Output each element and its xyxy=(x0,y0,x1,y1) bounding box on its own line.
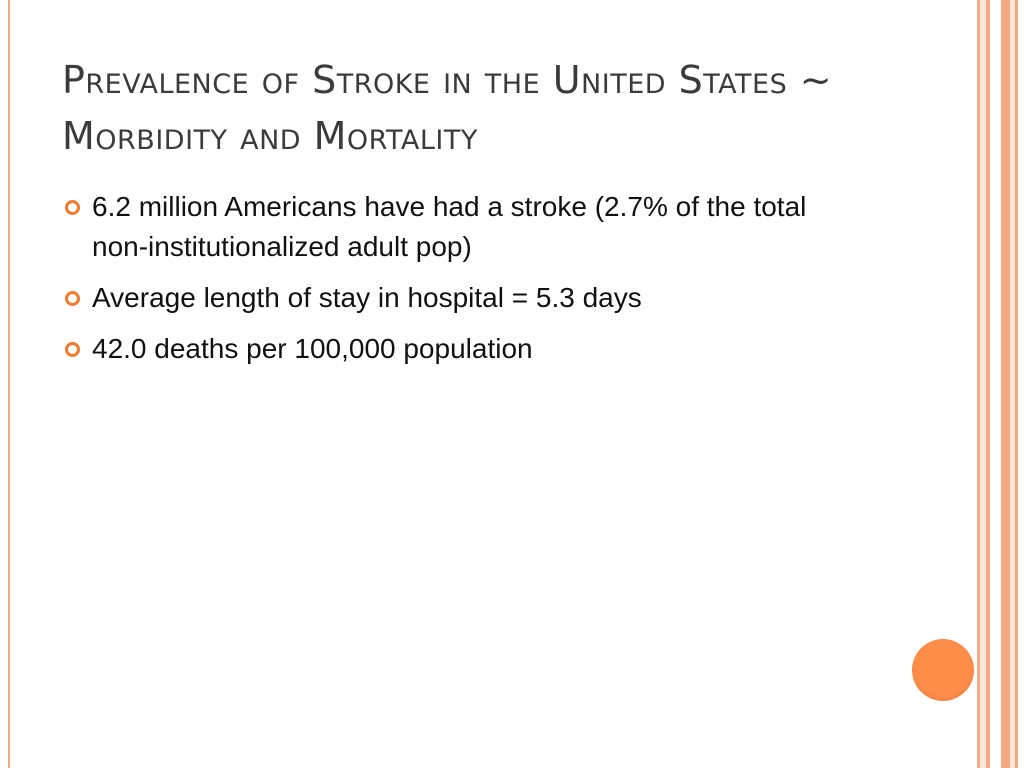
right-stripe xyxy=(977,0,980,768)
ring-bullet-icon xyxy=(65,200,80,215)
bullet-text: 42.0 deaths per 100,000 population xyxy=(92,333,533,364)
bullet-item xyxy=(62,187,852,267)
bullet-item xyxy=(62,278,852,318)
right-gap xyxy=(990,0,1001,768)
orange-circle-accent xyxy=(912,639,974,701)
bullet-text: Average length of stay in hospital = 5.3 days xyxy=(92,282,642,313)
slide-title: Prevalence of Stroke in the United States ~ Morbidity and Mortality xyxy=(62,58,833,158)
ring-bullet-icon xyxy=(65,342,80,357)
right-gap xyxy=(1018,0,1024,768)
bullet-text: 6.2 million Americans have had a stroke (2.7% of the total non-institutionalized adult pop) xyxy=(92,191,807,262)
right-stripe xyxy=(1001,0,1010,768)
ring-bullet-icon xyxy=(65,291,80,306)
left-border-line xyxy=(8,0,10,768)
bullet-list xyxy=(62,187,852,380)
bullet-item xyxy=(62,329,852,369)
